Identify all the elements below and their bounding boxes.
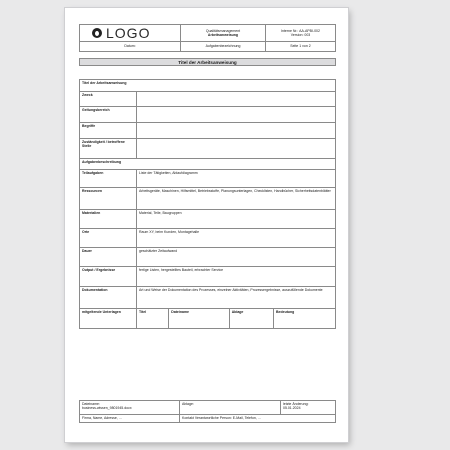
page-indicator: Seite 1 von 2 (266, 42, 336, 52)
teilaufgaben-value[interactable]: Liste der Tätigkeiten, Ablaufdiagramm (137, 170, 336, 188)
orte-value[interactable]: Raum XY, beim Kunden, Montagehalle (137, 229, 336, 248)
geltungsbereich-label: Geltungsbereich (80, 107, 137, 123)
materialien-label: Materialien (80, 210, 137, 229)
output-label: Output / Ergebnisse (80, 267, 137, 287)
unterlagen-bedeutung-field[interactable] (274, 315, 336, 328)
doc-id: Interne Nr.: AA-APBI-002 (281, 28, 320, 33)
materialien-value[interactable]: Material, Teile, Baugruppen (137, 210, 336, 229)
footer-ablage-label: Ablage: (182, 402, 194, 406)
doc-type-cell (181, 25, 266, 42)
task-label: Aufgabenbezeichnung (181, 42, 266, 52)
doc-type-line2: Arbeitsanweisung (207, 33, 239, 37)
aufgabenbeschreibung-heading: Aufgabenbeschreibung (80, 159, 336, 170)
unterlagen-col-titel: Titel (137, 309, 169, 316)
footer-filename-value: business-wissen_9801945.docx (82, 406, 132, 411)
unterlagen-label: mitgeltende Unterlagen (80, 309, 137, 329)
unterlagen-col-ablage: Ablage (229, 309, 273, 316)
dauer-label: Dauer (80, 248, 137, 267)
form-section-title: Titel der Arbeitsanweisung (80, 80, 336, 92)
zweck-label: Zweck (80, 92, 137, 107)
document-page (65, 8, 348, 442)
unterlagen-dateiname-field[interactable] (169, 315, 229, 328)
zustaendigkeit-label: Zuständigkeit / betroffene Stelle (80, 139, 137, 159)
unterlagen-titel-field[interactable] (137, 315, 169, 328)
dokumentation-label: Dokumentation (80, 287, 137, 309)
orte-label: Orte (80, 229, 137, 248)
logo-cell (80, 25, 181, 42)
doc-id-cell (266, 25, 336, 42)
footer-aenderung-label: letzte Änderung: (283, 402, 309, 406)
geltungsbereich-field[interactable] (137, 107, 336, 123)
doc-version: Version: 003 (290, 33, 311, 37)
teilaufgaben-label: Teilaufgaben (80, 170, 137, 188)
footer-aenderung-value: 05.01.2024 (283, 406, 301, 411)
footer-filename-label: Dateiname: (82, 402, 100, 406)
unterlagen-col-bedeutung: Bedeutung (274, 309, 336, 316)
ressourcen-label: Ressourcen (80, 188, 137, 210)
date-label: Datum: (80, 42, 181, 52)
footer-firma: Firma, Name, Adresse, ... (80, 415, 180, 423)
zustaendigkeit-field[interactable] (137, 139, 336, 159)
footer-filename-cell (80, 401, 180, 415)
begriffe-label: Begriffe (80, 123, 137, 139)
ressourcen-value[interactable]: Arbeitsgeräte, Maschinen, Hilfsmittel, Betriebsstoffe, Planungsunterlagen, Checklisten, Handbücher, Sicherheitsdatenblätter (137, 188, 336, 210)
document-header (79, 24, 336, 52)
footer-ablage-cell (180, 401, 281, 415)
output-value[interactable]: fertige Listen, hergestelltes Bauteil, erbrachter Service (137, 267, 336, 287)
dokumentation-value[interactable]: Art und Weise der Dokumentation des Prozesses, einzelner Aktivitäten, Prozessergebnisse, auszufüllende Dokumente (137, 287, 336, 309)
unterlagen-col-dateiname: Dateiname (169, 309, 229, 316)
document-footer (79, 400, 336, 423)
footer-aenderung-cell (281, 401, 336, 415)
footer-kontakt: Kontakt Verantwortliche Person: E-Mail, Telefon, ... (180, 415, 336, 423)
unterlagen-ablage-field[interactable] (229, 315, 273, 328)
logo (82, 26, 178, 40)
document-title: Titel der Arbeitsanweisung (79, 58, 336, 66)
dauer-value[interactable]: geschätzter Zeitaufwand (137, 248, 336, 267)
logo-text: LOGO (106, 25, 151, 41)
doc-type-line1: Qualitätsmanagement (205, 28, 241, 33)
logo-mark-icon (92, 28, 102, 38)
zweck-field[interactable] (137, 92, 336, 107)
begriffe-field[interactable] (137, 123, 336, 139)
work-instruction-form (79, 79, 336, 329)
